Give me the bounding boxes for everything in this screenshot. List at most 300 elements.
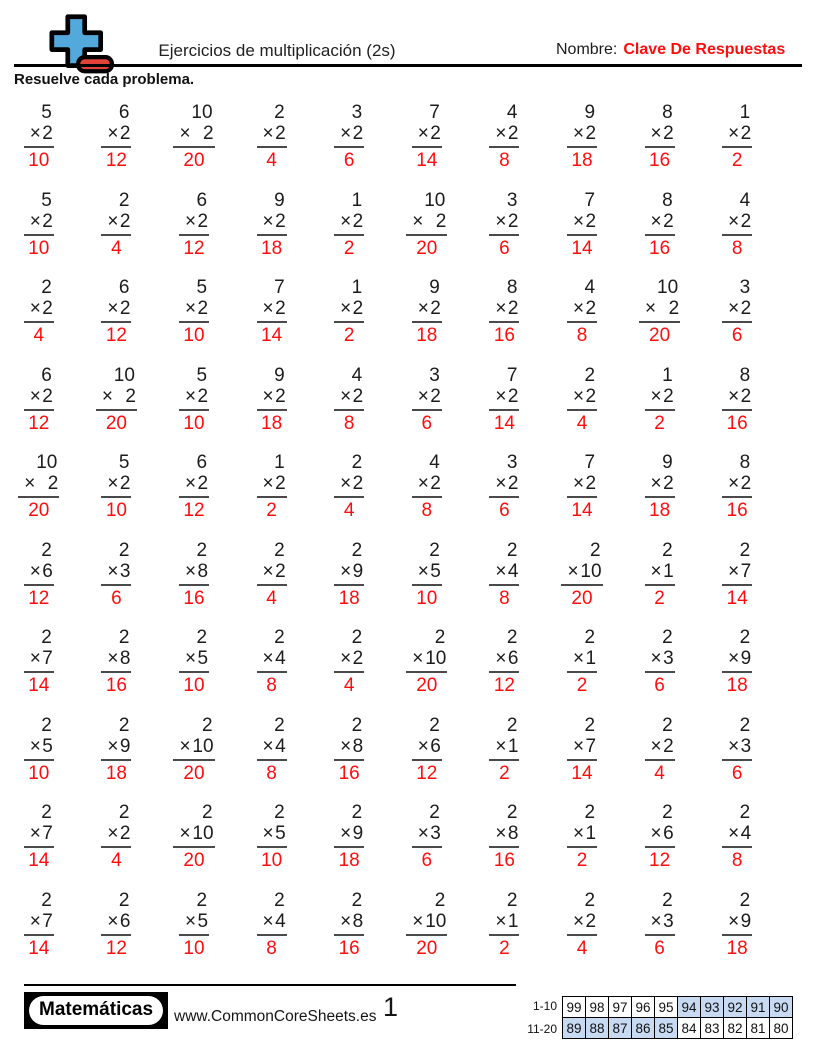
problem-block [722, 890, 752, 959]
problem [543, 715, 621, 803]
problem-block [412, 715, 442, 784]
problem-top-number: 2 [351, 889, 363, 911]
problem-multiplier-line [645, 386, 675, 411]
problem-top-number: 2 [429, 802, 440, 823]
problem-answer: 10 [28, 150, 50, 171]
multiplication-sign-icon: × [107, 473, 119, 494]
problem-multiplier: 2 [119, 298, 131, 319]
problem-answer: 2 [576, 675, 588, 696]
problem-multiplier: 2 [507, 473, 519, 494]
problem-answer: 8 [576, 325, 588, 346]
problem-block [489, 452, 519, 521]
problem-answer: 8 [266, 937, 277, 959]
problem-answer: 18 [726, 675, 748, 696]
problem-multiplier: 6 [663, 823, 674, 844]
multiplication-sign-icon: × [107, 910, 119, 932]
problem-multiplier-line [645, 123, 675, 148]
problem-block [489, 102, 519, 171]
problem [78, 277, 156, 365]
problem-top-number: 10 [424, 189, 446, 211]
brand-badge [24, 992, 168, 1029]
problem-multiplier: 5 [275, 823, 286, 844]
problem-answer: 4 [33, 325, 45, 346]
problem-block [645, 452, 675, 521]
multiplication-sign-icon: × [101, 385, 113, 407]
problem-answer: 6 [654, 937, 665, 959]
problem-answer: 18 [416, 325, 438, 346]
problem-multiplier-line [722, 648, 752, 673]
problem-multiplier-line [412, 736, 442, 761]
problem-multiplier: 5 [430, 560, 441, 582]
problem-top-number: 7 [274, 277, 285, 298]
problem-answer: 6 [421, 850, 433, 871]
problem-block [334, 802, 364, 871]
problem-block [489, 365, 519, 434]
problem-multiplier: 7 [585, 735, 597, 757]
problem-answer: 14 [493, 412, 515, 434]
problem-multiplier-line [101, 911, 131, 936]
problem [698, 890, 776, 978]
problem-multiplier: 8 [119, 648, 131, 669]
problem-multiplier: 9 [119, 735, 131, 757]
multiplication-sign-icon: × [650, 735, 662, 757]
problem-top-number: 7 [429, 102, 440, 123]
problem-block [257, 365, 287, 434]
multiplication-sign-icon: × [650, 823, 662, 844]
problem-top-number: 2 [584, 889, 596, 911]
problem-answer: 14 [28, 937, 50, 959]
multiplication-sign-icon: × [495, 823, 507, 844]
problem-top-number: 8 [739, 452, 751, 473]
problem-multiplier-line [567, 473, 597, 498]
problem-multiplier: 2 [585, 298, 597, 319]
score-cell: 99 [563, 997, 586, 1018]
problem-top-number: 2 [41, 714, 52, 736]
multiplication-sign-icon: × [495, 385, 507, 407]
problem-answer: 10 [28, 237, 50, 259]
problem [0, 802, 78, 890]
problem-top-number: 2 [584, 802, 596, 823]
problem-top-number: 6 [196, 189, 208, 211]
problem [155, 190, 233, 278]
problem-answer: 20 [416, 675, 438, 696]
problem-answer: 10 [183, 325, 205, 346]
problem-multiplier-line [722, 911, 752, 936]
problem [543, 277, 621, 365]
problem-block [18, 452, 59, 521]
problem-answer: 6 [499, 500, 510, 521]
problem [78, 540, 156, 628]
multiplication-sign-icon: × [572, 210, 585, 232]
problem-block [489, 190, 519, 259]
problem-answer: 2 [576, 850, 588, 871]
problem [621, 540, 699, 628]
problem-answer: 2 [343, 237, 355, 259]
problem-block [489, 627, 519, 696]
problem-answer: 20 [416, 937, 438, 959]
problem-top-number: 2 [118, 889, 130, 911]
problem [233, 627, 311, 715]
problem-top-number: 2 [662, 627, 673, 648]
problem-multiplier-line [101, 298, 131, 323]
problem-multiplier: 2 [119, 210, 131, 232]
problem-block [722, 452, 752, 521]
problem-top-number: 2 [274, 714, 285, 736]
problem-block [645, 715, 675, 784]
problem-multiplier-line [101, 736, 131, 761]
problem-answer: 16 [649, 237, 671, 259]
problem-multiplier: 2 [740, 210, 752, 232]
problem-block [722, 802, 752, 871]
problem-multiplier-line [406, 211, 447, 236]
multiplication-sign-icon: × [29, 560, 41, 582]
problem-answer: 12 [28, 412, 50, 434]
problem-answer: 18 [261, 237, 283, 259]
problem-top-number: 6 [118, 102, 130, 123]
problem-block [334, 627, 364, 696]
problem-multiplier: 2 [585, 910, 597, 932]
problem-top-number: 2 [351, 802, 363, 823]
score-cell: 87 [609, 1018, 632, 1039]
problem-top-number: 2 [351, 714, 363, 736]
problem-answer: 14 [571, 237, 593, 259]
problem-multiplier-line [645, 561, 675, 586]
problem [78, 102, 156, 190]
problem-multiplier-line [173, 123, 214, 148]
problem-multiplier: 2 [435, 210, 447, 232]
problem [388, 540, 466, 628]
problem-top-number: 2 [739, 889, 751, 911]
score-table [527, 995, 793, 1040]
problem-block [561, 540, 602, 609]
problem [388, 365, 466, 453]
multiplication-sign-icon: × [262, 910, 274, 932]
problem-multiplier-line [722, 211, 752, 236]
problem-answer: 14 [28, 850, 50, 871]
problem [698, 102, 776, 190]
problem-answer: 4 [576, 937, 588, 959]
problem [0, 540, 78, 628]
problem-multiplier: 4 [740, 823, 752, 844]
problem-multiplier-line [257, 648, 287, 673]
header-divider [14, 64, 802, 67]
multiplication-sign-icon: × [340, 210, 352, 232]
problem-top-number: 4 [739, 189, 751, 211]
problem [0, 890, 78, 978]
multiplication-sign-icon: × [572, 735, 585, 757]
multiplication-sign-icon: × [107, 735, 119, 757]
problem-block [179, 540, 209, 609]
multiplication-sign-icon: × [495, 123, 507, 144]
problem-block [567, 102, 597, 171]
multiplication-sign-icon: × [728, 910, 740, 932]
problem-multiplier: 10 [425, 648, 447, 669]
multiplication-sign-icon: × [412, 210, 424, 232]
score-row-2 [563, 1018, 793, 1039]
multiplication-sign-icon: × [572, 910, 585, 932]
problem-multiplier-line [489, 298, 519, 323]
problem-top-number: 8 [662, 189, 673, 211]
multiplication-sign-icon: × [495, 910, 507, 932]
problem-multiplier-line [257, 736, 287, 761]
problem-multiplier-line [179, 298, 209, 323]
problem-block [334, 540, 364, 609]
problem-multiplier: 2 [585, 123, 597, 144]
problem-multiplier: 1 [663, 560, 674, 582]
problem-answer: 2 [731, 150, 743, 171]
problem-multiplier-line [257, 561, 287, 586]
multiplication-sign-icon: × [262, 298, 274, 319]
problem-multiplier: 1 [507, 735, 519, 757]
problem [233, 365, 311, 453]
problem-block [412, 802, 442, 871]
problem-top-number: 3 [429, 364, 440, 386]
problem-block [639, 277, 680, 346]
problem-top-number: 5 [196, 277, 208, 298]
problem-multiplier: 4 [275, 648, 286, 669]
problem-multiplier: 2 [47, 473, 59, 494]
problem-top-number: 2 [118, 802, 130, 823]
problem [466, 715, 544, 803]
problem-multiplier-line [489, 211, 519, 236]
problem-multiplier-line [24, 911, 54, 936]
page-number: 1 [383, 992, 399, 1022]
problem-top-number: 8 [662, 102, 673, 123]
multiplication-sign-icon: × [567, 560, 579, 582]
problem-block [722, 365, 752, 434]
score-cell: 85 [655, 1018, 678, 1039]
problem-answer: 4 [343, 675, 355, 696]
problem-answer: 6 [499, 237, 510, 259]
problem [310, 452, 388, 540]
problem [543, 365, 621, 453]
problem-block [101, 627, 131, 696]
problem-answer: 10 [105, 500, 127, 521]
problem-multiplier: 5 [197, 648, 209, 669]
problem-answer: 18 [571, 150, 593, 171]
problem [698, 540, 776, 628]
problem-answer: 14 [726, 587, 748, 609]
problem-block [412, 365, 442, 434]
problem-block [489, 802, 519, 871]
problem-top-number: 5 [196, 364, 208, 386]
problem-top-number: 10 [36, 452, 58, 473]
problem-top-number: 2 [41, 539, 52, 561]
problem-top-number: 2 [506, 889, 518, 911]
problem-multiplier: 6 [42, 560, 53, 582]
problem-top-number: 5 [41, 189, 52, 211]
multiplication-sign-icon: × [728, 735, 740, 757]
problem-multiplier: 2 [663, 473, 674, 494]
multiplication-sign-icon: × [262, 823, 274, 844]
problem-answer: 16 [493, 850, 515, 871]
problem-multiplier: 2 [352, 648, 364, 669]
problems-grid [0, 102, 776, 977]
problem-multiplier-line [334, 298, 364, 323]
problem-answer: 18 [338, 587, 360, 609]
problem [78, 190, 156, 278]
name-label: Nombre: [556, 41, 618, 58]
problem [543, 890, 621, 978]
problem-answer: 10 [261, 850, 283, 871]
problem-multiplier: 2 [352, 385, 364, 407]
score-cell: 83 [701, 1018, 724, 1039]
multiplication-sign-icon: × [184, 910, 197, 932]
problem-multiplier-line [24, 648, 54, 673]
problem-multiplier: 9 [352, 560, 364, 582]
problem-top-number: 2 [274, 802, 285, 823]
problem [388, 277, 466, 365]
problem-answer: 4 [266, 150, 277, 171]
multiplication-sign-icon: × [728, 298, 740, 319]
multiplication-sign-icon: × [728, 473, 740, 494]
problem-top-number: 7 [506, 364, 518, 386]
multiplication-sign-icon: × [728, 123, 740, 144]
problem [698, 277, 776, 365]
problem-answer: 18 [105, 762, 127, 784]
problem-top-number: 2 [41, 277, 52, 298]
multiplication-sign-icon: × [495, 210, 507, 232]
problem [698, 627, 776, 715]
problem-multiplier: 5 [42, 735, 53, 757]
problem-answer: 6 [731, 325, 743, 346]
problem-block [257, 102, 287, 171]
problem-answer: 12 [649, 850, 671, 871]
problem-block [645, 802, 675, 871]
problem-top-number: 2 [739, 802, 751, 823]
problem [543, 452, 621, 540]
problem-answer: 2 [654, 412, 665, 434]
problem-multiplier: 9 [740, 648, 752, 669]
problem-answer: 12 [183, 237, 205, 259]
problem [466, 890, 544, 978]
problem-top-number: 2 [41, 889, 52, 911]
problem-multiplier: 9 [740, 910, 752, 932]
problem-answer: 20 [416, 237, 438, 259]
problem-multiplier-line [489, 823, 519, 848]
problem-top-number: 5 [118, 452, 130, 473]
score-row-1 [563, 997, 793, 1018]
problem [155, 802, 233, 890]
problem-multiplier-line [334, 648, 364, 673]
problem-top-number: 10 [191, 102, 213, 123]
problem [310, 627, 388, 715]
problem-multiplier-line [179, 386, 209, 411]
problem-multiplier: 3 [119, 560, 131, 582]
problem-multiplier-line [334, 386, 364, 411]
problem-answer: 2 [654, 587, 665, 609]
multiplication-sign-icon: × [340, 298, 352, 319]
problem-answer: 12 [493, 675, 515, 696]
problem-multiplier: 2 [663, 735, 674, 757]
problem-multiplier: 2 [352, 298, 364, 319]
problem-multiplier-line [722, 298, 752, 323]
problem [155, 540, 233, 628]
problem [543, 102, 621, 190]
problem-multiplier: 3 [740, 735, 752, 757]
problem-top-number: 8 [506, 277, 518, 298]
problem-block [412, 452, 442, 521]
problem-block [722, 102, 752, 171]
problem-answer: 14 [416, 150, 438, 171]
multiplication-sign-icon: × [728, 210, 740, 232]
problem-multiplier: 2 [585, 473, 597, 494]
problem-top-number: 3 [506, 452, 518, 473]
problem-top-number: 2 [589, 539, 601, 561]
problem-answer: 4 [266, 587, 277, 609]
multiplication-sign-icon: × [650, 648, 662, 669]
problem-top-number: 2 [584, 364, 596, 386]
multiplication-sign-icon: × [495, 648, 507, 669]
problem-multiplier: 2 [197, 298, 209, 319]
problem-multiplier: 2 [507, 298, 519, 319]
problem [155, 365, 233, 453]
problem-multiplier: 2 [740, 473, 752, 494]
problem-multiplier-line [412, 123, 442, 148]
problem-multiplier: 6 [507, 648, 519, 669]
multiplication-sign-icon: × [417, 385, 429, 407]
problem-answer: 10 [183, 937, 205, 959]
problem-multiplier: 7 [42, 823, 53, 844]
multiplication-sign-icon: × [728, 823, 740, 844]
problem-multiplier-line [24, 298, 54, 323]
problem-multiplier-line [334, 211, 364, 236]
multiplication-sign-icon: × [412, 910, 424, 932]
problem-block [173, 802, 214, 871]
multiplication-sign-icon: × [495, 473, 507, 494]
problem-top-number: 2 [274, 539, 285, 561]
problem-block [101, 802, 131, 871]
problem [543, 190, 621, 278]
problem-block [567, 190, 597, 259]
problem-top-number: 2 [118, 189, 130, 211]
problem-multiplier-line [722, 823, 752, 848]
problem-multiplier-line [24, 561, 54, 586]
problem-answer: 18 [338, 850, 360, 871]
problem-answer: 4 [343, 500, 355, 521]
score-cell: 86 [632, 1018, 655, 1039]
score-cell: 81 [747, 1018, 770, 1039]
problem-answer: 20 [105, 412, 127, 434]
score-cell: 90 [770, 997, 793, 1018]
problem-answer: 12 [105, 937, 127, 959]
problem-multiplier: 2 [663, 385, 674, 407]
problem-multiplier: 2 [430, 123, 441, 144]
problem-block [489, 540, 519, 609]
problem-multiplier: 2 [663, 210, 674, 232]
multiplication-sign-icon: × [650, 385, 662, 407]
problem-block [567, 627, 597, 696]
problem-top-number: 2 [201, 802, 213, 823]
problem-answer: 2 [499, 762, 510, 784]
score-cell: 97 [609, 997, 632, 1018]
problem-multiplier-line [567, 298, 597, 323]
problem-block [179, 627, 209, 696]
problem-answer: 8 [731, 850, 743, 871]
problem-block [101, 715, 131, 784]
problem-answer: 16 [726, 500, 748, 521]
problem-multiplier-line [489, 123, 519, 148]
problem-multiplier-line [257, 386, 287, 411]
multiplication-sign-icon: × [107, 560, 119, 582]
problem-answer: 8 [343, 412, 355, 434]
multiplication-sign-icon: × [728, 648, 740, 669]
multiplication-sign-icon: × [184, 385, 197, 407]
problem-top-number: 9 [274, 364, 285, 386]
multiplication-sign-icon: × [340, 560, 352, 582]
problem-top-number: 4 [429, 452, 440, 473]
problem-multiplier-line [96, 386, 137, 411]
